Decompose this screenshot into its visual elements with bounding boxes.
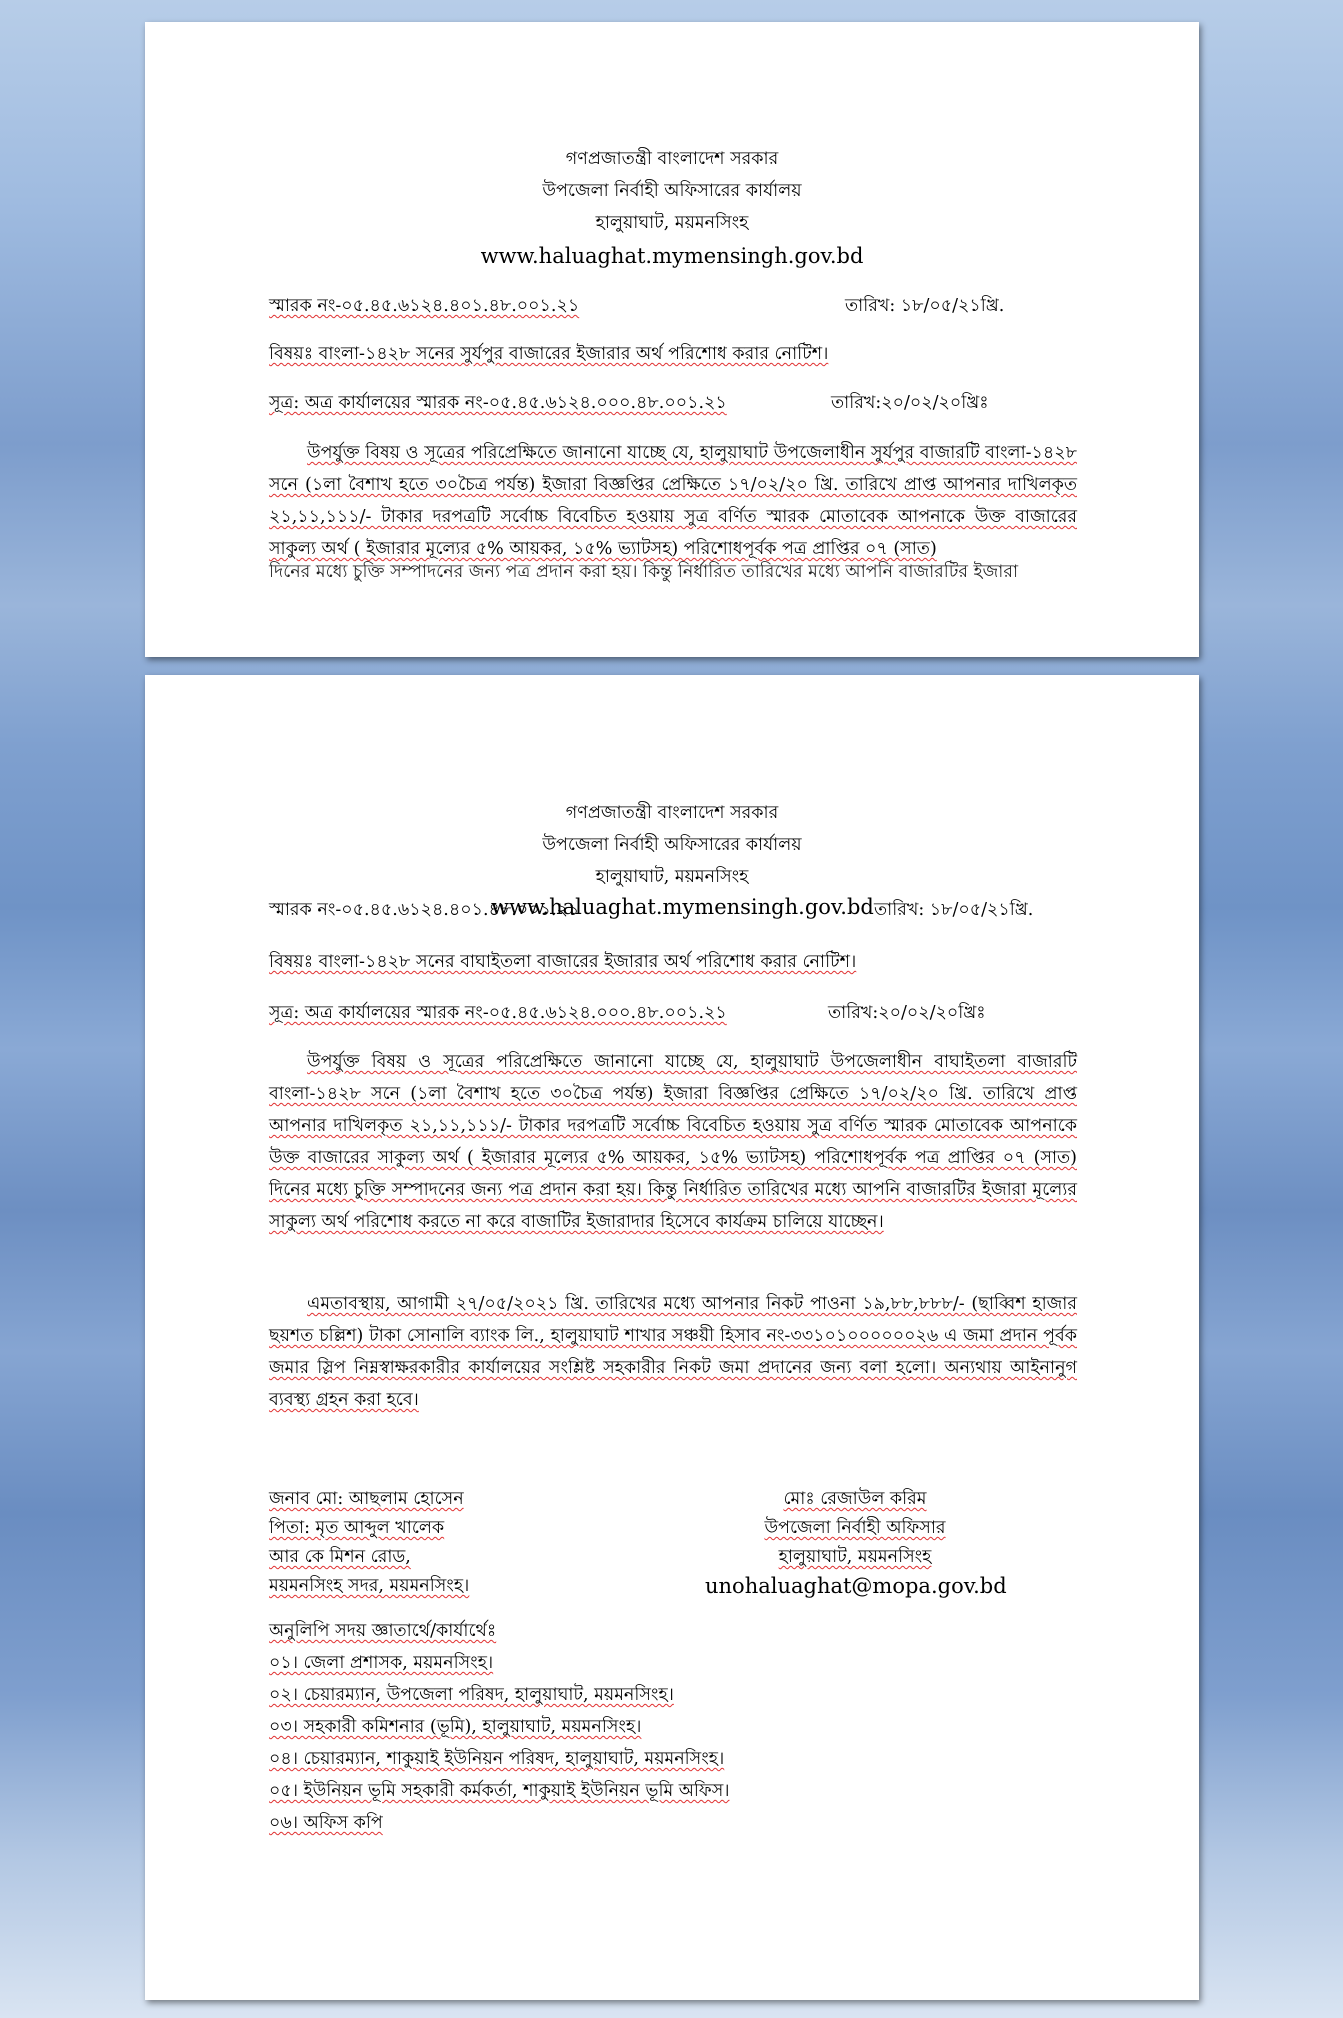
copy-item: ০৩। সহকারী কমিশনার (ভূমি), হালুয়াঘাট, ময়মনসিংহ। — [269, 1717, 642, 1737]
header-office: উপজেলা নির্বাহী অফিসারের কার্যালয় — [542, 181, 802, 201]
document-page-1 — [145, 22, 1199, 657]
recipient-block — [269, 1485, 469, 1601]
signatory-email: unohaluaghat@mopa.gov.bd — [705, 1574, 1007, 1598]
header-office: উপজেলা নির্বাহী অফিসারের কার্যালয় — [542, 835, 802, 855]
body-paragraph-2: এমতাবস্থায়, আগামী ২৭/০৫/২০২১ খ্রি. তারিখের মধ্যে আপনার নিকট পাওনা ১৯,৮৮,৮৮৮/- (ছাব্বিশ হাজার ছয়শত চল্লিশ) টাকা সোনালি ব্যাংক লি., হালুয়াঘাট শাখার সঞ্চয়ী হিসাব নং-৩৩১০১০০০০০০২৬ এ জমা প্রদান পূর্বক জমার স্লিপ নিম্নস্বাক্ষরকারীর কার্যালয়ের সংশ্লিষ্ট সহকারীর নিকট জমা প্রদানের জন্য বলা হলো। অন্যথায় আইনানুগ ব্যবস্থ্য গ্রহন করা হবে। — [269, 1294, 1077, 1410]
recipient-line: পিতা: মৃত আব্দুল খালেক — [269, 1518, 445, 1538]
recipient-line: জনাব মো: আছলাম হোসেন — [269, 1489, 464, 1509]
signatory-name: মোঃ রেজাউল করিম — [783, 1489, 927, 1509]
overlapping-memo-line — [269, 895, 1077, 920]
header-govt: গণপ্রজাতন্ত্রী বাংলাদেশ সরকার — [565, 149, 779, 169]
recipient-line: ময়মনসিংহ সদর, ময়মনসিংহ। — [269, 1576, 470, 1596]
header-location: হালুয়াঘাট, ময়মনসিংহ — [595, 213, 749, 233]
copy-item: ০৫। ইউনিয়ন ভূমি সহকারী কর্মকর্তা, শাকুয়াই ইউনিয়ন ভূমি অফিস। — [269, 1781, 730, 1801]
recipient-line: আর কে মিশন রোড, — [269, 1547, 411, 1567]
memo-number: স্মারক নং-০৫.৪৫.৬১২৪.৪০১.৪৮.০০১.২১ — [269, 296, 580, 316]
signatory-location: হালুয়াঘাট, ময়মনসিংহ — [778, 1547, 932, 1567]
signatory-block — [705, 1485, 1005, 1601]
header-location: হালুয়াঘাট, ময়মনসিংহ — [595, 867, 749, 887]
copy-item: ০৬। অফিস কপি — [269, 1813, 383, 1833]
website: www.haluaghat.mymensingh.gov.bd — [491, 895, 874, 919]
subject: বিষয়ঃ বাংলা-১৪২৮ সনের বাঘাইতলা বাজারের ইজারার অর্থ পরিশোধ করার নোটিশ। — [269, 952, 857, 972]
signatory-title: উপজেলা নির্বাহী অফিসার — [764, 1518, 946, 1538]
cut-off-line: দিনের মধ্যে চুক্তি সম্পাদনের জন্য পত্র প্রদান করা হয়। কিন্তু নির্ধারিত তারিখের মধ্যে আপনি বাজারটির ইজারা — [269, 562, 1019, 582]
body-paragraph: উপর্যুক্ত বিষয় ও সূত্রের পরিপ্রেক্ষিতে জানানো যাচ্ছে যে, হালুয়াঘাট উপজেলাধীন সুর্যপুর বাজারটি বাংলা-১৪২৮ সনে (১লা বৈশাখ হতে ৩০চৈত্র পর্যন্ত) ইজারা বিজ্ঞপ্তির প্রেক্ষিতে ১৭/০২/২০ খ্রি. তারিখে প্রাপ্ত আপনার দাখিলকৃত ২১,১১,১১১/- টাকার দরপত্রটি সর্বোচ্চ বিবেচিত হওয়ায় সুত্র বর্ণিত স্মারক মোতাবেক আপনাকে উক্ত বাজারের সাকুল্য অর্থ ( ইজারার মূল্যের ৫% আয়কর, ১৫% ভ্যাটসহ) পরিশোধপূর্বক পত্র প্রাপ্তির ০৭ (সাত) — [269, 443, 1077, 559]
reference-date: তারিখ:২০/০২/২০খ্রিঃ — [828, 1003, 986, 1023]
copy-item: ০১। জেলা প্রশাসক, ময়মনসিংহ। — [269, 1653, 494, 1673]
memo-date: তারিখ: ১৮/০৫/২১খ্রি. — [874, 900, 1034, 920]
header-govt: গণপ্রজাতন্ত্রী বাংলাদেশ সরকার — [565, 803, 779, 823]
subject: বিষয়ঃ বাংলা-১৪২৮ সনের সুর্যপুর বাজারের ইজারার অর্থ পরিশোধ করার নোটিশ। — [269, 344, 829, 364]
body-paragraph-1: উপর্যুক্ত বিষয় ও সূত্রের পরিপ্রেক্ষিতে জানানো যাচ্ছে যে, হালুয়াঘাট উপজেলাধীন বাঘাইতলা বাজারটি বাংলা-১৪২৮ সনে (১লা বৈশাখ হতে ৩০চৈত্র পর্যন্ত) ইজারা বিজ্ঞপ্তির প্রেক্ষিতে ১৭/০২/২০ খ্রি. তারিখে প্রাপ্ত আপনার দাখিলকৃত ২১,১১,১১১/- টাকার দরপত্রটি সর্বোচ্চ বিবেচিত হওয়ায় সুত্র বর্ণিত স্মারক মোতাবেক আপনাকে উক্ত বাজারের সাকুল্য অর্থ ( ইজারার মূল্যের ৫% আয়কর, ১৫% ভ্যাটসহ) পরিশোধপূর্বক পত্র প্রাপ্তির ০৭ (সাত) দিনের মধ্যে চুক্তি সম্পাদনের জন্য পত্র প্রদান করা হয়। কিন্তু নির্ধারিত তারিখের মধ্যে আপনি বাজারটির ইজারা মূল্যের সাকুল্য অর্থ পরিশোধ করতে না করে বাজাটির ইজারাদার হিসেবে কার্যক্রম চালিয়ে যাচ্ছেন। — [269, 1052, 1077, 1232]
copy-item: ০৪। চেয়ারম্যান, শাকুয়াই ইউনিয়ন পরিষদ, হালুয়াঘাট, ময়মনসিংহ। — [269, 1749, 725, 1769]
reference: সূত্র: অত্র কার্যালয়ের স্মারক নং-০৫.৪৫.৬১২৪.০০০.৪৮.০০১.২১ — [269, 393, 727, 413]
copy-item: ০২। চেয়ারম্যান, উপজেলা পরিষদ, হালুয়াঘাট, ময়মনসিংহ। — [269, 1685, 674, 1705]
reference: সূত্র: অত্র কার্যালয়ের স্মারক নং-০৫.৪৫.৬১২৪.০০০.৪৮.০০১.২১ — [269, 1003, 727, 1023]
memo-date: তারিখ: ১৮/০৫/২১খ্রি. — [845, 296, 1005, 316]
copies-title: অনুলিপি সদয় জ্ঞাতার্থে/কার্যার্থেঃ — [269, 1621, 497, 1641]
memo-number: স্মারক নং-০৫.৪৫.৬১২৪.৪০১.৪৮.০০১.২১ — [269, 900, 580, 920]
website: www.haluaghat.mymensingh.gov.bd — [480, 244, 864, 268]
reference-date: তারিখ:২০/০২/২০খ্রিঃ — [831, 393, 989, 413]
document-page-2 — [145, 675, 1199, 2000]
copies-list — [269, 1615, 730, 1839]
